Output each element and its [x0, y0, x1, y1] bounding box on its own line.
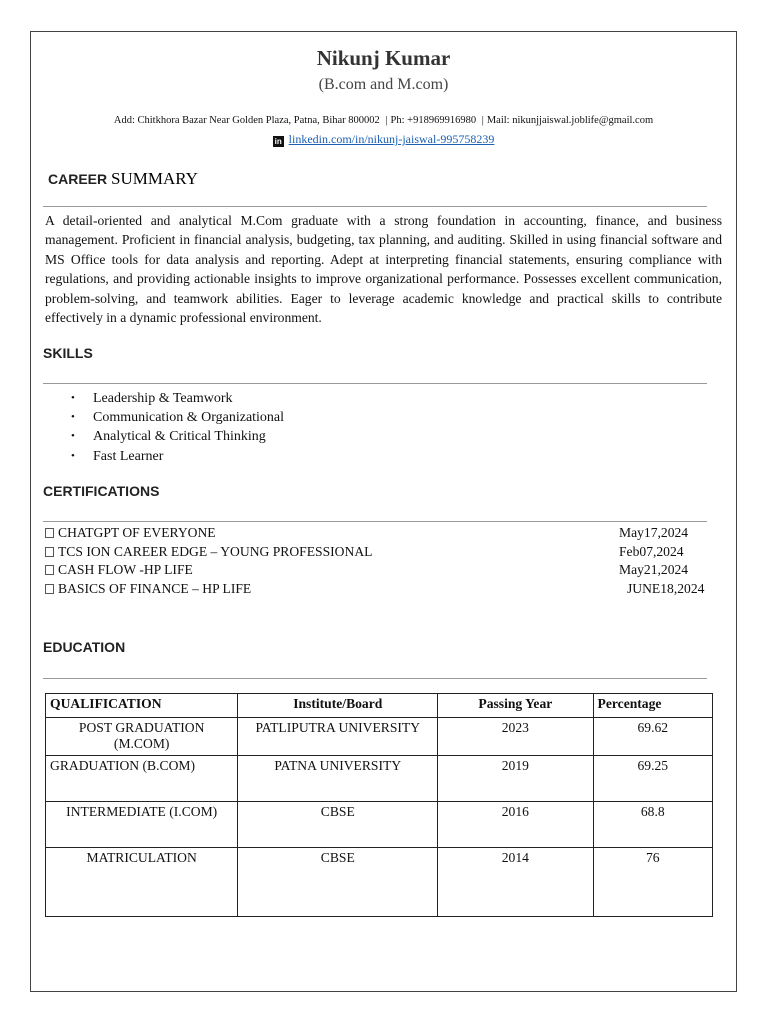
- summary-text: A detail-oriented and analytical M.Com graduate with a strong foundation in accounting, finance, and business management. Proficient in financial analysis, budgeting, tax planning, and auditing. Skilled in using financial software and MS Office tools for data analysis and reporting. Adept at interpreting financial statements, ensuring compliance with regulations, and providing actionable insights to improve organizational performance. Possesses excellent communication, problem-solving, and teamwork abilities. Eager to leverage academic knowledge and practical skills to contribute effectively in a dynamic professional environment.: [45, 213, 722, 326]
- checkbox-glyph-icon: [45, 547, 54, 557]
- section-heading-skills: SKILLS: [43, 345, 93, 361]
- section-heading-certifications: CERTIFICATIONS: [43, 483, 160, 499]
- contact-line: [31, 115, 736, 126]
- percentage-cell: 76: [593, 848, 712, 917]
- section-divider: [43, 383, 707, 384]
- table-row: [46, 802, 713, 848]
- education-table: [45, 693, 713, 917]
- percentage-cell: 69.25: [593, 756, 712, 802]
- qualification-cell: POST GRADUATION (M.COM): [46, 718, 238, 756]
- institute-cell: CBSE: [238, 848, 438, 917]
- list-item: • Fast Learner: [71, 447, 284, 466]
- certification-item: [45, 525, 709, 544]
- heading-serif-part: SUMMARY: [111, 169, 198, 188]
- qualification-cell: GRADUATION (B.COM): [46, 756, 238, 802]
- heading-bold-part: CAREER: [48, 171, 108, 187]
- checkbox-glyph-icon: [45, 565, 54, 575]
- checkbox-glyph-icon: [45, 528, 54, 538]
- certification-date: JUNE18,2024: [627, 581, 705, 596]
- phone-text: Ph: +918969916980: [390, 115, 477, 126]
- year-cell: 2016: [438, 802, 593, 848]
- section-divider: [43, 206, 707, 207]
- percentage-cell: 69.62: [593, 718, 712, 756]
- certification-date: Feb07,2024: [619, 544, 684, 559]
- institute-cell: CBSE: [238, 802, 438, 848]
- institute-cell: PATNA UNIVERSITY: [238, 756, 438, 802]
- column-header-qualification: QUALIFICATION: [46, 694, 238, 718]
- certification-item: [45, 562, 709, 581]
- checkbox-glyph-icon: [45, 584, 54, 594]
- section-heading-career-summary: [48, 169, 198, 189]
- column-header-institute: Institute/Board: [238, 694, 438, 718]
- table-row: [46, 756, 713, 802]
- section-heading-education: EDUCATION: [43, 639, 126, 655]
- certification-title: CASH FLOW -HP LIFE: [58, 562, 193, 577]
- certification-title: CHATGPT OF EVERYONE: [58, 525, 216, 540]
- column-header-passing-year: Passing Year: [438, 694, 593, 718]
- linkedin-row: [31, 132, 736, 147]
- skills-list: [71, 389, 284, 466]
- list-item: • Leadership & Teamwork: [71, 389, 284, 408]
- year-cell: 2023: [438, 718, 593, 756]
- table-row: [46, 718, 713, 756]
- certification-title: TCS ION CAREER EDGE – YOUNG PROFESSIONAL: [58, 544, 373, 559]
- address-text: Add: Chitkhora Bazar Near Golden Plaza, Patna, Bihar 800002: [113, 115, 380, 126]
- separator: |: [385, 115, 388, 126]
- separator: |: [481, 115, 484, 126]
- qualification-cell: INTERMEDIATE (I.COM): [46, 802, 238, 848]
- linkedin-link[interactable]: linkedin.com/in/nikunj-jaiswal-995758239: [288, 132, 495, 146]
- certification-date: May17,2024: [619, 525, 689, 540]
- email-text: Mail: nikunjjaiswal.joblife@gmail.com: [486, 115, 654, 126]
- institute-cell: PATLIPUTRA UNIVERSITY: [238, 718, 438, 756]
- certification-title: BASICS OF FINANCE – HP LIFE: [58, 581, 252, 596]
- table-header-row: [46, 694, 713, 718]
- candidate-degree: (B.com and M.com): [318, 76, 449, 93]
- table-row: [46, 848, 713, 917]
- linkedin-icon: in: [274, 137, 282, 146]
- candidate-name: Nikunj Kumar: [316, 46, 451, 70]
- certification-item: [45, 544, 709, 563]
- section-divider: [43, 678, 707, 679]
- section-divider: [43, 521, 707, 522]
- list-item: • Communication & Organizational: [71, 408, 284, 427]
- certification-date: May21,2024: [619, 562, 689, 577]
- year-cell: 2019: [438, 756, 593, 802]
- qualification-cell: MATRICULATION: [46, 848, 238, 917]
- list-item: • Analytical & Critical Thinking: [71, 427, 284, 446]
- column-header-percentage: Percentage: [593, 694, 712, 718]
- certification-item: [45, 581, 709, 600]
- year-cell: 2014: [438, 848, 593, 917]
- percentage-cell: 68.8: [593, 802, 712, 848]
- resume-page: [30, 31, 737, 992]
